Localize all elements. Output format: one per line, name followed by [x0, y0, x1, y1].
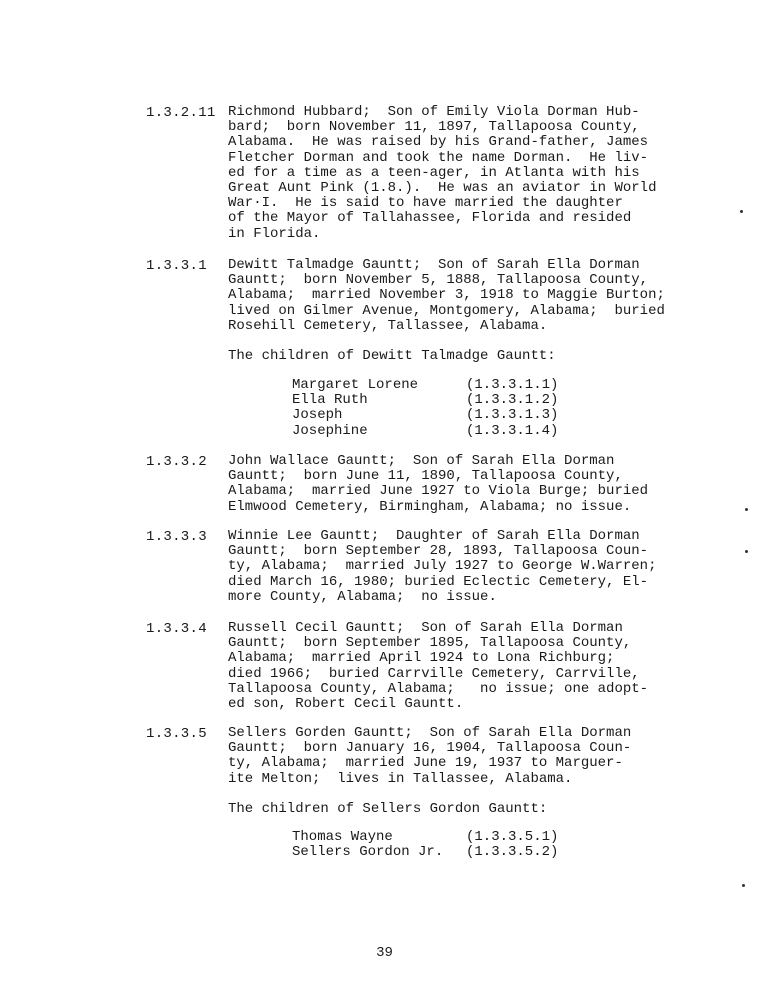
entry-number: 1.3.3.5 — [146, 726, 207, 742]
child-row — [292, 377, 559, 393]
child-name: Joseph — [292, 407, 343, 424]
child-row — [292, 844, 559, 861]
child-name: Ella Ruth — [292, 392, 368, 409]
entry-line: Gauntt; born June 11, 1890, Tallapoosa County, — [228, 468, 623, 485]
child-ref: (1.3.3.1.2) — [466, 392, 559, 409]
entry-line: Winnie Lee Gauntt; Daughter of Sarah Ella Dorman — [228, 528, 640, 544]
child-name: Josephine — [292, 422, 368, 439]
children-list — [292, 377, 559, 439]
child-ref: (1.3.3.5.1) — [466, 829, 559, 845]
child-ref: (1.3.3.5.2) — [466, 844, 559, 861]
entry-number: 1.3.3.3 — [146, 529, 207, 545]
scan-speck — [740, 210, 743, 213]
entry-line: Dewitt Talmadge Gauntt; Son of Sarah Ella Dorman — [228, 257, 640, 273]
entry-line: Elmwood Cemetery, Birmingham, Alabama; no issue. — [228, 498, 632, 515]
child-ref: (1.3.3.1.1) — [466, 377, 559, 393]
children-intro: The children of Dewitt Talmadge Gauntt: — [228, 348, 556, 364]
entry-line: ty, Alabama; married July 1927 to George W.Warren; — [228, 558, 657, 575]
entry-number: 1.3.2.11 — [146, 105, 216, 121]
scan-speck — [742, 884, 745, 887]
child-row — [292, 392, 559, 409]
child-row — [292, 422, 559, 439]
entry-number: 1.3.3.1 — [146, 258, 207, 274]
entry-line: Gauntt; born September 28, 1893, Tallapoosa Coun- — [228, 543, 649, 560]
entry-line: ite Melton; lives in Tallassee, Alabama. — [228, 770, 573, 787]
children-list — [292, 829, 559, 861]
entry-line: more County, Alabama; no issue. — [228, 588, 497, 605]
entry-line: Alabama; married November 3, 1918 to Maggie Burton; — [228, 287, 665, 304]
child-ref: (1.3.3.1.4) — [466, 422, 559, 439]
entry-line: Gauntt; born January 16, 1904, Tallapoosa Coun- — [228, 740, 632, 757]
entry-line: Fletcher Dorman and took the name Dorman. He liv- — [228, 149, 649, 166]
child-name: Margaret Lorene — [292, 377, 419, 393]
entry-text — [228, 726, 748, 787]
entry-text — [228, 454, 748, 515]
entry-line: Russell Cecil Gauntt; Son of Sarah Ella Dorman — [228, 620, 623, 636]
scan-speck — [745, 550, 748, 553]
entry-line: ed for a time as a teen-ager, in Atlanta with his — [228, 164, 640, 181]
entry-line: Great Aunt Pink (1.8.). He was an aviator in World — [228, 180, 657, 197]
entry-line: Richmond Hubbard; Son of Emily Viola Dorman Hub- — [228, 104, 640, 120]
page-number: 39 — [376, 945, 393, 961]
scan-speck — [745, 508, 748, 511]
child-row — [292, 829, 559, 845]
entry-line: Gauntt; born November 5, 1888, Tallapoosa County, — [228, 272, 649, 289]
child-row — [292, 407, 559, 424]
entry-text — [228, 621, 748, 712]
entry-line: Tallapoosa County, Alabama; no issue; one adopt- — [228, 680, 649, 697]
entry-line: Alabama; married June 1927 to Viola Burge; buried — [228, 483, 649, 500]
entry-line: Rosehill Cemetery, Tallassee, Alabama. — [228, 317, 548, 334]
entry-text — [228, 105, 748, 242]
entry-number: 1.3.3.2 — [146, 454, 207, 470]
entry-line: of the Mayor of Tallahassee, Florida and resided — [228, 210, 632, 227]
entry-text — [228, 258, 748, 334]
children-intro: The children of Sellers Gordon Gauntt: — [228, 801, 548, 817]
entry-line: War·I. He is said to have married the daughter — [228, 195, 623, 212]
entry-line: Alabama. He was raised by his Grand-father, James — [228, 134, 649, 151]
entry-line: Sellers Gorden Gauntt; Son of Sarah Ella Dorman — [228, 725, 632, 741]
entry-number: 1.3.3.4 — [146, 621, 207, 637]
entry-line: bard; born November 11, 1897, Tallapoosa County, — [228, 119, 640, 136]
entry-line: John Wallace Gauntt; Son of Sarah Ella Dorman — [228, 453, 615, 469]
entry-line: lived on Gilmer Avenue, Montgomery, Alabama; buried — [228, 302, 665, 319]
child-name: Sellers Gordon Jr. — [292, 844, 444, 861]
entry-line: Alabama; married April 1924 to Lona Richburg; — [228, 650, 615, 667]
child-name: Thomas Wayne — [292, 829, 393, 845]
entry-text — [228, 529, 748, 605]
entry-line: ed son, Robert Cecil Gauntt. — [228, 696, 464, 713]
entry-line: ty, Alabama; married June 19, 1937 to Marguer- — [228, 755, 623, 772]
entry-line: died March 16, 1980; buried Eclectic Cemetery, El- — [228, 573, 649, 590]
child-ref: (1.3.3.1.3) — [466, 407, 559, 424]
entry-line: in Florida. — [228, 225, 321, 242]
entry-line: died 1966; buried Carrville Cemetery, Carrville, — [228, 665, 640, 682]
entry-line: Gauntt; born September 1895, Tallapoosa County, — [228, 635, 632, 652]
